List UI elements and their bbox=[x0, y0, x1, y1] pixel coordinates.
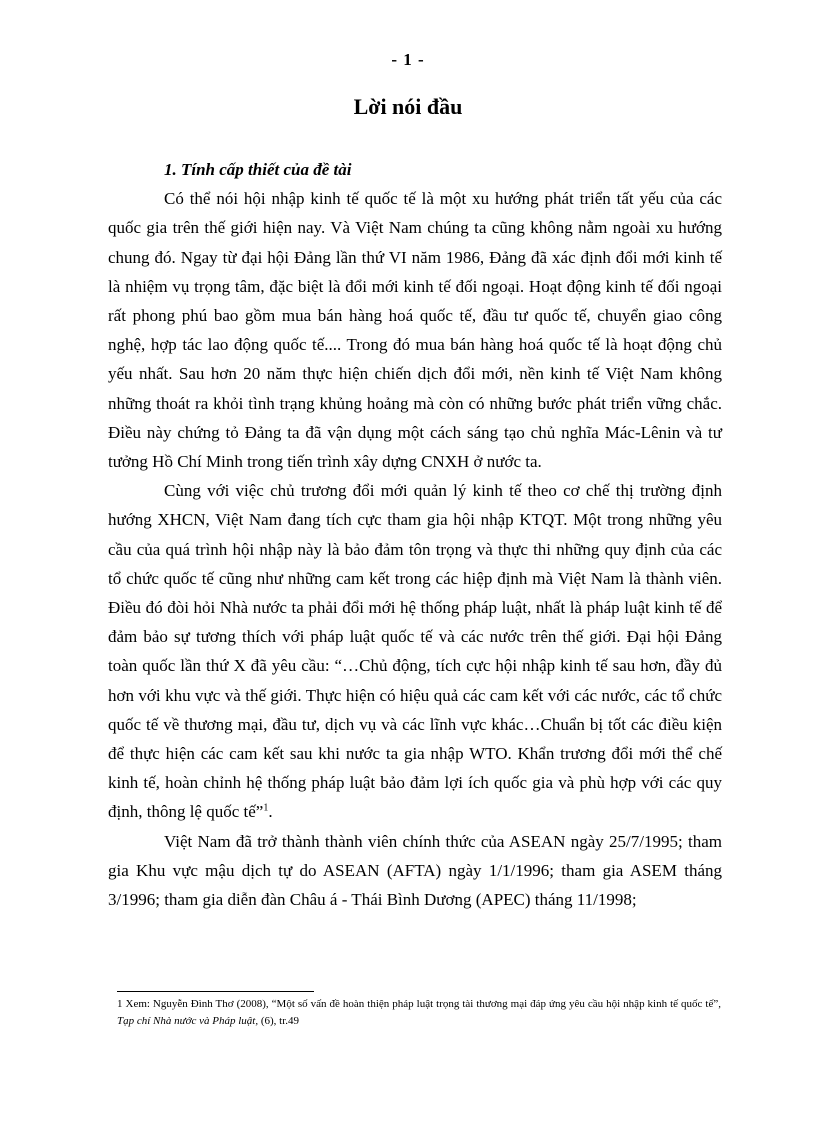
footnote-text: Xem: Nguyễn Đình Thơ (2008), “Một số vấn đề hoàn thiện pháp luật trọng tài thương mại đáp ứng yêu cầu hội nhập kinh tế quốc tế”, bbox=[122, 998, 721, 1010]
footnote bbox=[117, 996, 721, 1030]
footnote-journal: Tạp chí Nhà nước và Pháp luật, bbox=[117, 1015, 259, 1027]
document-body bbox=[108, 155, 722, 914]
footnote-issue: (6), tr.49 bbox=[258, 1015, 300, 1027]
page-number: - 1 - bbox=[391, 50, 425, 69]
footnote-separator bbox=[117, 991, 314, 992]
paragraph-2 bbox=[108, 476, 722, 826]
paragraph-3: Việt Nam đã trở thành thành viên chính thức của ASEAN ngày 25/7/1995; tham gia Khu vực mậu dịch tự do ASEAN (AFTA) ngày 1/1/1996; tham gia ASEM tháng 3/1996; tham gia diễn đàn Châu á - Thái Bình Dương (APEC) tháng 11/1998; bbox=[108, 831, 722, 910]
section-heading: 1. Tính cấp thiết của đề tài bbox=[164, 160, 352, 179]
footnote-mark: 1 bbox=[117, 998, 123, 1010]
paragraph-2-end: . bbox=[268, 802, 273, 822]
footnote-reference[interactable]: 1 bbox=[263, 802, 269, 814]
paragraph-2-text: Cùng với việc chủ trương đổi mới quản lý kinh tế theo cơ chế thị trường định hướng XHCN, Việt Nam đang tích cực tham gia hội nhập KTQT. Một trong những yêu cầu của quá trình hội nhập này là bảo đảm tôn trọng và thực thi những quy định của các tổ chức quốc tế cũng như những cam kết trong các hiệp định mà Việt Nam là thành viên. Điều đó đòi hỏi Nhà nước ta phải đổi mới hệ thống pháp luật, nhất là pháp luật kinh tế để đảm bảo sự tương thích với pháp luật quốc tế và các nước trên thế giới. Đại hội Đảng toàn quốc lần thứ X đã yêu cầu: “…Chủ động, tích cực hội nhập kinh tế sau hơn, đầy đủ hơn với khu vực và thế giới. Thực hiện có hiệu quả các cam kết với các nước, các tổ chức quốc tế về thương mại, đầu tư, dịch vụ và các lĩnh vực khác…Chuẩn bị tốt các điều kiện để thực hiện các cam kết sau khi nước ta gia nhập WTO. Khẩn trương đổi mới thể chế kinh tế, hoàn chỉnh hệ thống pháp luật bảo đảm lợi ích quốc gia và phù hợp với các quy định, thông lệ quốc tế” bbox=[108, 481, 722, 822]
paragraph-1: Có thể nói hội nhập kinh tế quốc tế là một xu hướng phát triển tất yếu của các quốc gia trên thế giới hiện nay. Và Việt Nam chúng ta cũng không nằm ngoài xu hướng chung đó. Ngay từ đại hội Đảng lần thứ VI năm 1986, Đảng đã xác định đổi mới kinh tế là nhiệm vụ trọng tâm, đặc biệt là đổi mới kinh tế đối ngoại. Hoạt động kinh tế đối ngoại rất phong phú bao gồm mua bán hàng hoá quốc tế, đầu tư quốc tế, chuyển giao công nghệ, hợp tác lao động quốc tế.... Trong đó mua bán hàng hoá quốc tế là hoạt động chủ yếu nhất. Sau hơn 20 năm thực hiện chiến dịch đổi mới, nền kinh tế Việt Nam không những thoát ra khỏi tình trạng khủng hoảng mà còn có những bước phát triển vững chắc. Điều này chứng tỏ Đảng ta đã vận dụng một cách sáng tạo chủ nghĩa Mác-Lênin và tư tưởng Hồ Chí Minh trong tiến trình xây dựng CNXH ở nước ta. bbox=[108, 189, 722, 472]
page-title: Lời nói đầu bbox=[353, 94, 463, 119]
